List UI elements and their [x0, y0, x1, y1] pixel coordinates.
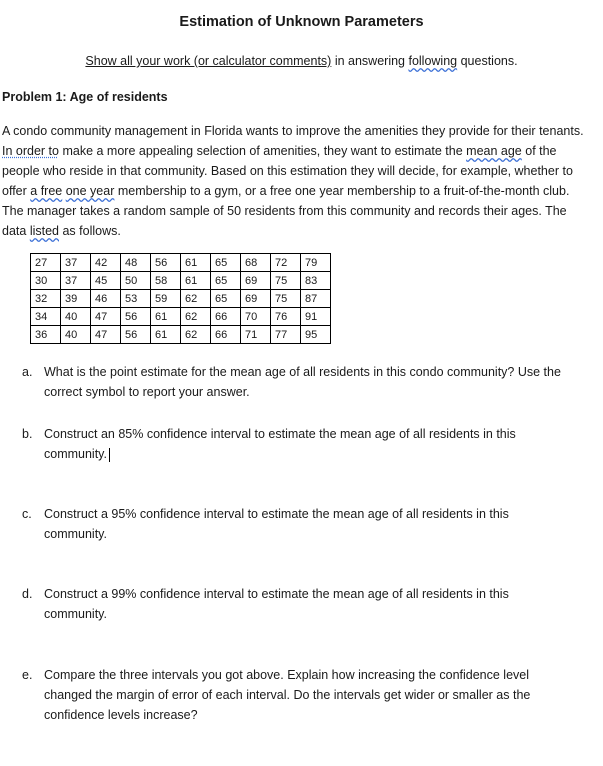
table-cell: 65	[211, 290, 241, 308]
table-cell: 39	[61, 290, 91, 308]
table-row	[31, 272, 331, 290]
para-text: membership to a gym, or a free one year membership to a fruit-of-the-month club. The manager takes a random sample of 50 residents from this community and records their ages. The data	[2, 184, 570, 238]
para-text: one year	[65, 184, 115, 198]
table-cell: 47	[91, 308, 121, 326]
table-row	[31, 254, 331, 272]
problem-paragraph	[2, 121, 592, 241]
para-text: as follows.	[59, 224, 121, 238]
instructions-part1: Show all your work (or calculator comments)	[85, 54, 332, 68]
para-text: In order to	[2, 144, 59, 158]
table-cell: 61	[181, 272, 211, 290]
table-cell: 50	[121, 272, 151, 290]
problem-heading: Problem 1: Age of residents	[2, 90, 168, 104]
table-cell: 91	[301, 308, 331, 326]
table-cell: 61	[151, 326, 181, 344]
table-cell: 75	[271, 272, 301, 290]
table-cell: 87	[301, 290, 331, 308]
table-cell: 62	[181, 290, 211, 308]
table-cell: 34	[31, 308, 61, 326]
table-cell: 27	[31, 254, 61, 272]
table-cell: 69	[241, 272, 271, 290]
question-text: Construct a 95% confidence interval to estimate the mean age of all residents in this community.	[44, 507, 509, 541]
table-cell: 68	[241, 254, 271, 272]
ages-table	[30, 253, 331, 344]
table-row	[31, 326, 331, 344]
table-cell: 65	[211, 272, 241, 290]
instructions	[0, 54, 603, 68]
table-cell: 58	[151, 272, 181, 290]
para-text: A condo community management in Florida wants to improve the amenities they provide for their tenants.	[2, 124, 584, 138]
table-cell: 62	[181, 308, 211, 326]
page-title: Estimation of Unknown Parameters	[179, 14, 424, 30]
question-letter: b.	[22, 427, 33, 441]
table-cell: 61	[181, 254, 211, 272]
table-cell: 71	[241, 326, 271, 344]
table-cell: 62	[181, 326, 211, 344]
table-row	[31, 308, 331, 326]
table-cell: 66	[211, 308, 241, 326]
instructions-part2: in answering	[331, 54, 409, 68]
para-text: a free	[30, 184, 63, 198]
table-cell: 47	[91, 326, 121, 344]
table-cell: 48	[121, 254, 151, 272]
table-cell: 95	[301, 326, 331, 344]
table-cell: 76	[271, 308, 301, 326]
table-row	[31, 290, 331, 308]
table-cell: 70	[241, 308, 271, 326]
table-cell: 37	[61, 254, 91, 272]
question-letter: a.	[22, 365, 33, 379]
text-cursor	[109, 448, 110, 462]
table-cell: 53	[121, 290, 151, 308]
table-cell: 61	[151, 308, 181, 326]
table-cell: 56	[121, 308, 151, 326]
table-cell: 56	[121, 326, 151, 344]
question-text-wrap[interactable]	[44, 424, 574, 464]
table-cell: 30	[31, 272, 61, 290]
para-text: make a more appealing selection of amenities, they want to estimate the	[58, 144, 467, 158]
table-cell: 42	[91, 254, 121, 272]
para-text: listed	[29, 224, 59, 238]
question-text: What is the point estimate for the mean age of all residents in this condo community? Use the correct symbol to report your answer.	[44, 365, 561, 399]
table-cell: 46	[91, 290, 121, 308]
instructions-part4: questions.	[457, 54, 518, 68]
table-cell: 40	[61, 326, 91, 344]
table-cell: 45	[91, 272, 121, 290]
table-cell: 66	[211, 326, 241, 344]
table-cell: 83	[301, 272, 331, 290]
question-letter: e.	[22, 668, 33, 682]
table-cell: 32	[31, 290, 61, 308]
question-letter: d.	[22, 587, 33, 601]
table-cell: 40	[61, 308, 91, 326]
para-text: of the people who reside in that community. Based on this estimation they will decide, for example, whether to offer	[2, 144, 573, 198]
table-cell: 79	[301, 254, 331, 272]
table-cell: 75	[271, 290, 301, 308]
table-cell: 56	[151, 254, 181, 272]
table-cell: 69	[241, 290, 271, 308]
question-text: Construct a 99% confidence interval to estimate the mean age of all residents in this community.	[44, 587, 509, 621]
table-cell: 59	[151, 290, 181, 308]
table-cell: 37	[61, 272, 91, 290]
instructions-part3: following	[408, 54, 458, 68]
para-text: mean age	[466, 144, 522, 158]
table-cell: 65	[211, 254, 241, 272]
question-text: Compare the three intervals you got above. Explain how increasing the confidence level changed the margin of error of each interval. Do the intervals get wider or smaller as the confidence levels increase?	[44, 668, 531, 722]
question-letter: c.	[22, 507, 32, 521]
table-cell: 36	[31, 326, 61, 344]
table-cell: 72	[271, 254, 301, 272]
question-text: Construct an 85% confidence interval to estimate the mean age of all residents in this community.	[44, 427, 516, 461]
table-cell: 77	[271, 326, 301, 344]
